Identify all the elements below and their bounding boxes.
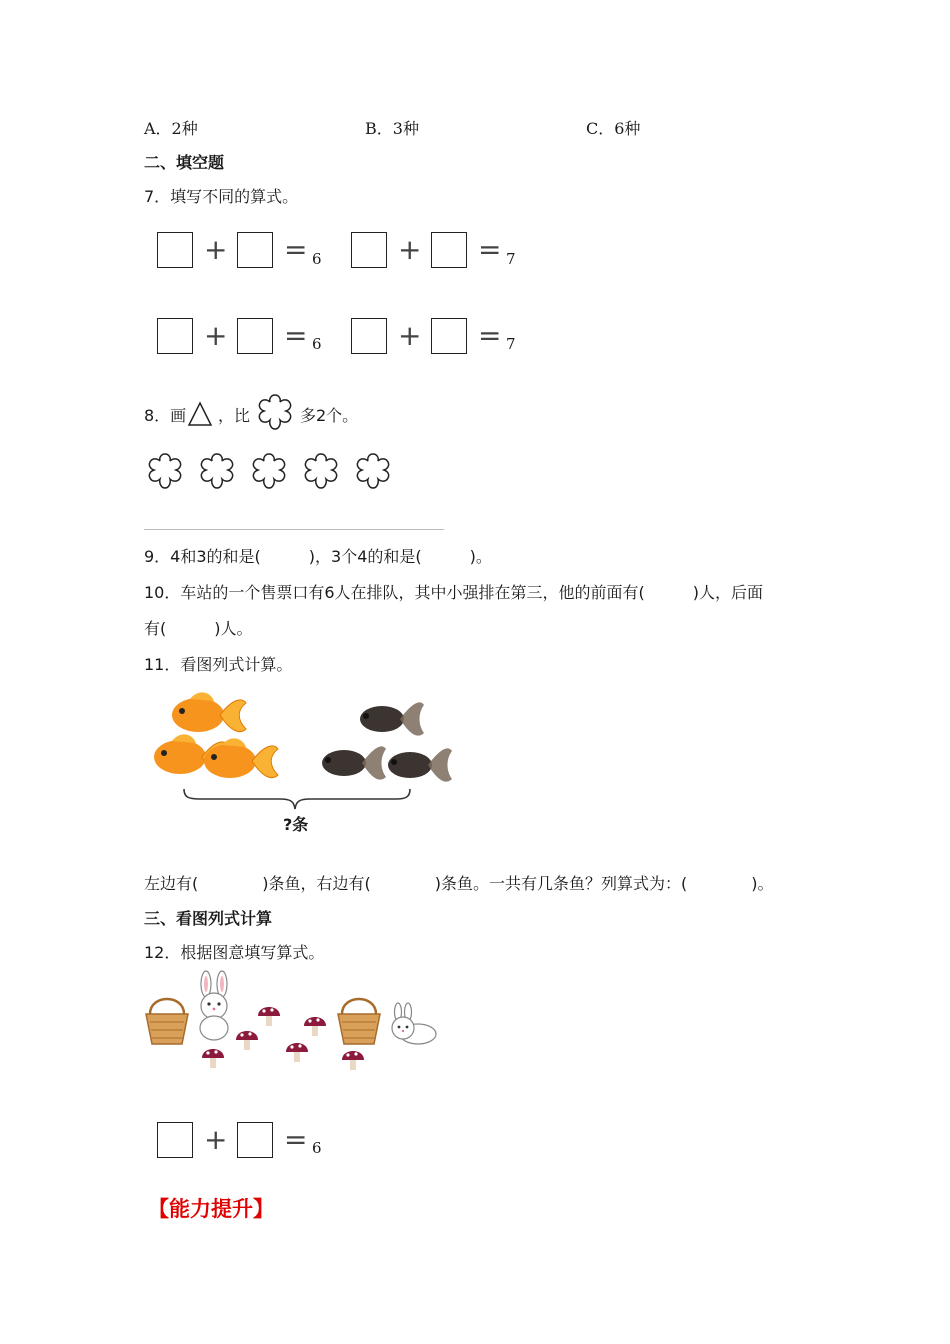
answer-box[interactable] xyxy=(431,232,467,268)
equals-sign: = xyxy=(478,233,502,266)
sum-value: 6 xyxy=(312,250,322,268)
answer-box[interactable] xyxy=(351,318,387,354)
section-title-fill-blank: 二、填空题 xyxy=(144,153,225,172)
basket-icon xyxy=(146,999,188,1044)
question-7-text: 7．填写不同的算式。 xyxy=(144,187,299,206)
question-11-text: 11．看图列式计算。 xyxy=(144,655,293,674)
flower-icon xyxy=(352,451,394,491)
black-fish-icon xyxy=(388,748,452,781)
answer-box[interactable] xyxy=(237,1122,273,1158)
plus-sign: + xyxy=(204,1123,228,1156)
equals-sign: = xyxy=(284,319,308,352)
equals-sign: = xyxy=(284,233,308,266)
question-8-middle: ，比 xyxy=(218,406,251,425)
sum-value: 7 xyxy=(506,250,516,268)
triangle-icon xyxy=(187,401,213,427)
black-fish-icon xyxy=(322,746,386,779)
mushroom-icon xyxy=(342,1051,364,1070)
mushroom-icon xyxy=(202,1049,224,1068)
equals-sign: = xyxy=(478,319,502,352)
flower-icon xyxy=(254,392,296,432)
basket-icon xyxy=(338,999,380,1044)
question-12-text: 12．根据图意填写算式。 xyxy=(144,943,325,962)
brace-label: ?条 xyxy=(283,815,309,834)
sum-value: 6 xyxy=(312,335,322,353)
answer-box[interactable] xyxy=(157,1122,193,1158)
answer-box[interactable] xyxy=(237,232,273,268)
plus-sign: + xyxy=(398,233,422,266)
plus-sign: + xyxy=(398,319,422,352)
mushroom-icon xyxy=(236,1031,258,1050)
rabbit-icon xyxy=(200,971,228,1040)
sum-value: 6 xyxy=(312,1139,322,1157)
flower-icon xyxy=(144,451,186,491)
mushroom-icon xyxy=(304,1017,326,1036)
question-8-prefix: 8．画 xyxy=(144,406,187,425)
brace-icon xyxy=(184,789,410,809)
mushroom-icon xyxy=(258,1007,280,1026)
goldfish-icon xyxy=(172,692,246,732)
question-8-suffix: 多2个。 xyxy=(300,406,359,425)
flower-icon xyxy=(196,451,238,491)
section-title-picture-calc: 三、看图列式计算 xyxy=(144,909,273,928)
plus-sign: + xyxy=(204,233,228,266)
answer-box[interactable] xyxy=(431,318,467,354)
equals-sign: = xyxy=(284,1123,308,1156)
drawing-answer-line[interactable] xyxy=(144,529,444,530)
question-10-line-1: 10．车站的一个售票口有6人在排队，其中小强排在第三，他的前面有( )人，后面 xyxy=(144,583,764,602)
question-11-answer-line: 左边有( )条鱼，右边有( )条鱼。一共有几条鱼？列算式为：( )。 xyxy=(144,874,774,893)
rabbit-mushroom-picture xyxy=(140,970,450,1080)
answer-box[interactable] xyxy=(157,232,193,268)
plus-sign: + xyxy=(204,319,228,352)
answer-box[interactable] xyxy=(351,232,387,268)
rabbit-icon xyxy=(392,1003,436,1044)
mushroom-icon xyxy=(286,1043,308,1062)
option-a: A．2种 xyxy=(144,119,198,138)
ability-section-title: 【能力提升】 xyxy=(148,1197,274,1221)
flower-icon xyxy=(248,451,290,491)
sum-value: 7 xyxy=(506,335,516,353)
question-9-text: 9．4和3的和是( )，3个4的和是( )。 xyxy=(144,547,492,566)
question-10-line-2: 有( )人。 xyxy=(144,619,253,638)
answer-box[interactable] xyxy=(237,318,273,354)
black-fish-icon xyxy=(360,702,424,735)
answer-box[interactable] xyxy=(157,318,193,354)
flower-icon xyxy=(300,451,342,491)
option-c: C．6种 xyxy=(586,119,641,138)
option-b: B．3种 xyxy=(365,119,419,138)
